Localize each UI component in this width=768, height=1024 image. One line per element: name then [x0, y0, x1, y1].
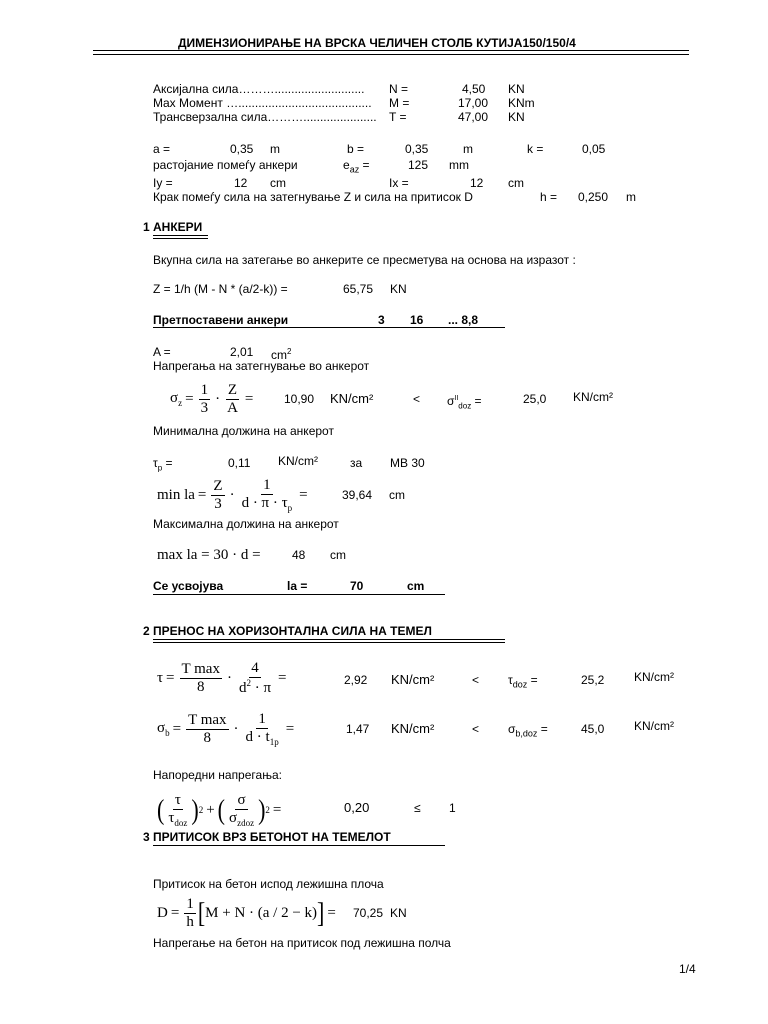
- tau-value: 2,92: [344, 673, 368, 687]
- shear-unit: KN: [508, 110, 525, 124]
- axial-force-unit: KN: [508, 82, 525, 96]
- b-value: 0,35: [405, 142, 429, 156]
- d-formula: D = $\frac{1}{h}$ [ M + N · (a / 2 − k) ] =: [157, 895, 336, 930]
- sigma-z-value: 10,90: [284, 392, 315, 406]
- axial-force-label: Аксијална сила………...........................: [153, 82, 365, 96]
- eaz-sym-sub: az: [349, 164, 360, 175]
- sigma-doz-eq: =: [471, 394, 482, 408]
- adopted-rule: [153, 594, 445, 595]
- moment-value: 17,00: [458, 96, 489, 110]
- k-label: k =: [527, 142, 544, 156]
- axial-force-value: 4,50: [462, 82, 486, 96]
- ly-unit: cm: [270, 176, 286, 190]
- eaz-sym-eq: =: [359, 158, 370, 172]
- tensile-stress-title: Напрегања на затегнување во анкерот: [153, 359, 370, 373]
- min-length-title: Минимална должина на анкерот: [153, 424, 334, 438]
- section-1-intro: Вкупна сила на затегање во анкерите се пресметува на основа на изразот :: [153, 253, 576, 267]
- combined-stress-value: 0,20: [344, 800, 370, 815]
- sigma-b-value: 1,47: [346, 722, 370, 736]
- b-label: b =: [347, 142, 365, 156]
- section-3-title: ПРИТИСОК ВРЗ БЕТОНОТ НА ТЕМЕЛОТ: [153, 830, 391, 844]
- area-unit-exp: 2: [287, 347, 292, 356]
- sigma-b-doz-value: 45,0: [581, 722, 605, 736]
- area-value: 2,01: [230, 345, 254, 359]
- tau-p-eq: =: [162, 456, 173, 470]
- min-la-formula: min la = $\frac{Z}{3}$ · $\frac{1}{d \cdot \pi \cdot \tau_p}$ =: [157, 476, 308, 513]
- tau-lt: <: [472, 673, 480, 687]
- assumed-anchors-count: 3: [378, 313, 385, 327]
- sigma-b-doz-unit: KN/cm²: [634, 719, 674, 733]
- eaz-symbol: [343, 158, 370, 176]
- lx-unit: cm: [508, 176, 524, 190]
- concrete-class: MB 30: [390, 456, 425, 470]
- adopted-unit: cm: [407, 579, 425, 593]
- pressure-title: Притисок на бетон испод лежишна плоча: [153, 877, 384, 891]
- a-value: 0,35: [230, 142, 254, 156]
- tau-unit: KN/cm²: [391, 672, 435, 687]
- moment-symbol: M =: [389, 96, 410, 110]
- eaz-sym-text: e: [343, 158, 350, 172]
- min-la-value: 39,64: [342, 488, 373, 502]
- moment-unit: KNm: [508, 96, 535, 110]
- max-length-title: Максимална должина на анкерот: [153, 517, 339, 531]
- section-1-underline-2: [153, 238, 208, 239]
- tau-p-sub: p: [157, 463, 163, 473]
- eaz-unit: mm: [449, 158, 469, 172]
- section-2-underline-1: [153, 639, 505, 640]
- adopted-value: 70: [350, 579, 364, 593]
- sigma-b-doz-sym: σ: [508, 722, 516, 736]
- za-text: за: [350, 456, 363, 470]
- z-unit: KN: [390, 282, 407, 296]
- b-unit: m: [463, 142, 473, 156]
- axial-force-symbol: N =: [389, 82, 409, 96]
- shear-value: 47,00: [458, 110, 489, 124]
- tau-doz-unit: KN/cm²: [634, 670, 674, 684]
- h-value: 0,250: [578, 190, 609, 204]
- eaz-value: 125: [408, 158, 429, 172]
- a-label: a =: [153, 142, 171, 156]
- z-value: 65,75: [343, 282, 374, 296]
- page-number: 1/4: [679, 962, 696, 976]
- section-3-underline: [153, 845, 445, 846]
- z-formula: Z = 1/h (M - N * (a/2-k)) =: [153, 282, 288, 296]
- assumed-anchors-label: Претпоставени анкери: [153, 313, 289, 327]
- sigma-doz-sub: doz: [458, 401, 472, 411]
- combined-stress-le: ≤: [414, 801, 421, 815]
- sigma-b-doz-sub: b,doz: [515, 728, 538, 739]
- section-2-number: 2: [143, 624, 150, 638]
- section-1-underline-1: [153, 235, 208, 236]
- lever-arm-text: Крак помеѓу сила на затегнување Z и сила на притисок D: [153, 190, 473, 204]
- tau-p-sym: τ: [153, 456, 158, 470]
- tau-doz-sub: doz: [512, 679, 528, 690]
- combined-stress-title: Напоредни напрегања:: [153, 768, 282, 782]
- area-unit-text: cm: [271, 348, 287, 362]
- max-la-formula: max la = 30 · d =: [157, 546, 261, 563]
- section-1-title: АНКЕРИ: [153, 220, 203, 234]
- adopted-symbol: la =: [287, 579, 308, 593]
- area-label: A =: [153, 345, 171, 359]
- tau-doz-sym: τ: [508, 673, 513, 687]
- title-rule-bottom: [93, 54, 689, 55]
- sigma-b-formula: $\sigma_b$ = $\frac{\text{T max}}{8}$ · $\frac{1}{d \cdot t_{1p}}$ =: [157, 710, 295, 747]
- sigma-doz-value: 25,0: [523, 392, 547, 406]
- tau-doz-value: 25,2: [581, 673, 605, 687]
- title-rule-top: [93, 50, 689, 51]
- section-1-number: 1: [143, 220, 150, 234]
- eaz-label: растојание помеѓу анкери: [153, 158, 298, 172]
- sigma-z-lt: <: [413, 392, 421, 406]
- sigma-doz-sym: σ: [447, 394, 455, 408]
- moment-label: Max Момент …........................................: [153, 96, 372, 110]
- page-title: ДИМЕНЗИОНИРАЊЕ НА ВРСКА ЧЕЛИЧЕН СТОЛБ КУТИЈА150/150/4: [178, 36, 576, 50]
- d-unit: KN: [390, 906, 407, 920]
- tau-p-value: 0,11: [228, 456, 251, 470]
- section-2-title: ПРЕНОС НА ХОРИЗОНТАЛНА СИЛА НА ТЕМЕЛ: [153, 624, 432, 638]
- sigma-b-doz-symbol: [508, 722, 548, 740]
- max-la-unit: cm: [330, 548, 346, 562]
- h-unit: m: [626, 190, 636, 204]
- concrete-stress-title: Напрегање на бетон на притисок под лежишна полча: [153, 936, 451, 950]
- sigma-b-lt: <: [472, 722, 480, 736]
- combined-stress-formula: ( $\frac{\tau}{\tau_{doz}}$ ) 2 + ( $\frac{\sigma}{\sigma_{zdoz}}$ ) 2 =: [157, 791, 282, 828]
- sigma-z-unit: KN/cm²: [330, 391, 374, 406]
- sigma-doz-sup: II: [454, 395, 459, 402]
- sigma-doz-symbol: [447, 392, 482, 413]
- sigma-b-unit: KN/cm²: [391, 721, 435, 736]
- tau-p-unit: KN/cm²: [278, 454, 318, 468]
- tau-doz-eq: =: [527, 673, 538, 687]
- sigma-z-formula: $\sigma_z$ = $\frac{1}{3}$ · $\frac{Z}{A}$ =: [170, 381, 254, 416]
- section-3-number: 3: [143, 830, 150, 844]
- k-value: 0,05: [582, 142, 606, 156]
- sigma-b-doz-eq: =: [537, 722, 548, 736]
- assumed-anchors-diameter: 16: [410, 313, 424, 327]
- tau-p-symbol: [153, 456, 173, 475]
- ly-value: 12: [234, 176, 248, 190]
- tau-formula: τ = $\frac{\text{T max}}{8}$ · $\frac{4}{d^2 \cdot \pi}$ =: [157, 659, 287, 696]
- min-la-unit: cm: [389, 488, 405, 502]
- lx-value: 12: [470, 176, 484, 190]
- ly-label: Iy =: [153, 176, 173, 190]
- sigma-doz-unit: KN/cm²: [573, 390, 613, 404]
- h-label: h =: [540, 190, 558, 204]
- assumed-anchors-rule: [153, 327, 505, 328]
- tau-doz-symbol: [508, 673, 538, 691]
- lx-label: Ix =: [389, 176, 409, 190]
- shear-label: Трансверзална сила………......................: [153, 110, 377, 124]
- shear-symbol: T =: [389, 110, 407, 124]
- a-unit: m: [270, 142, 280, 156]
- combined-stress-limit: 1: [449, 801, 456, 815]
- d-value: 70,25: [353, 906, 384, 920]
- section-2-underline-2: [153, 642, 505, 643]
- assumed-anchors-class: ... 8,8: [448, 313, 479, 327]
- max-la-value: 48: [292, 548, 306, 562]
- adopted-label: Се усвојува: [153, 579, 224, 593]
